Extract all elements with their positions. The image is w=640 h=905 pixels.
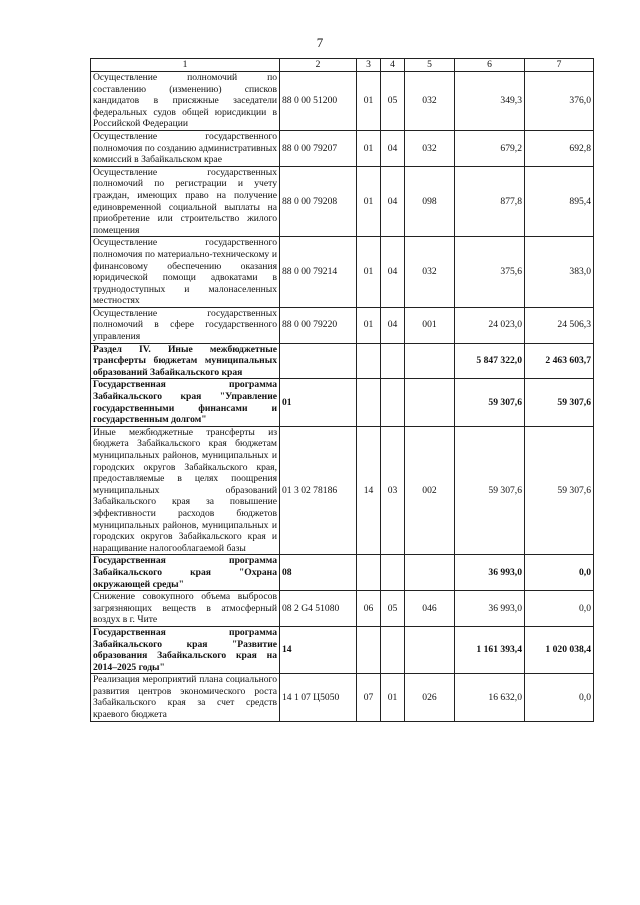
row-amount-1: 349,3 [455,72,525,131]
row-amount-1: 375,6 [455,237,525,308]
col-header-5: 5 [405,59,455,72]
row-target-code: 14 1 07 Ц5050 [280,674,357,721]
row-section: 01 [357,72,381,131]
row-description: Реализация мероприятий плана социального развития центров экономического роста Забайкальского края за счет средств краевого бюджета [91,674,280,721]
row-section: 07 [357,674,381,721]
row-subsection: 03 [381,426,405,555]
row-expense-type: 026 [405,674,455,721]
table-row [91,72,594,131]
col-header-4: 4 [381,59,405,72]
row-section [357,343,381,379]
row-target-code: 88 0 00 79207 [280,130,357,166]
row-description: Осуществление государственного полномочия по материально-техническому и финансовому обеспечению оказания юридической помощи адвокатами в труднодоступных и малонаселенных местностях [91,237,280,308]
row-expense-type [405,343,455,379]
row-section [357,555,381,591]
row-description: Снижение совокупного объема выбросов загрязняющих веществ в атмосферный воздух в г. Чите [91,591,280,627]
row-amount-1: 36 993,0 [455,555,525,591]
row-amount-2: 24 506,3 [525,307,594,343]
table-row [91,674,594,721]
row-description: Осуществление государственных полномочий в сфере государственного управления [91,307,280,343]
row-target-code: 88 0 00 79214 [280,237,357,308]
row-description: Осуществление полномочий по составлению (изменению) списков кандидатов в присяжные заседатели федеральных судов общей юрисдикции в Российской Федерации [91,72,280,131]
table-row [91,343,594,379]
row-section: 01 [357,130,381,166]
row-target-code [280,343,357,379]
table-row [91,555,594,591]
row-amount-2: 1 020 038,4 [525,626,594,673]
row-amount-1: 679,2 [455,130,525,166]
row-description: Осуществление государственного полномочия по созданию административных комиссий в Забайкальском крае [91,130,280,166]
row-amount-2: 59 307,6 [525,426,594,555]
row-expense-type: 098 [405,166,455,237]
row-expense-type: 046 [405,591,455,627]
row-amount-1: 24 023,0 [455,307,525,343]
table-row [91,591,594,627]
row-expense-type [405,555,455,591]
row-section: 06 [357,591,381,627]
row-expense-type: 001 [405,307,455,343]
row-amount-1: 59 307,6 [455,379,525,426]
row-section [357,379,381,426]
row-section: 01 [357,166,381,237]
row-section: 01 [357,237,381,308]
row-target-code: 14 [280,626,357,673]
row-target-code: 08 2 G4 51080 [280,591,357,627]
row-expense-type [405,379,455,426]
header-row [91,59,594,72]
row-section: 14 [357,426,381,555]
row-amount-2: 2 463 603,7 [525,343,594,379]
table-row [91,237,594,308]
row-amount-2: 383,0 [525,237,594,308]
row-description: Государственная программа Забайкальского края "Развитие образования Забайкальского края на 2014–2025 годы" [91,626,280,673]
table-row [91,307,594,343]
row-target-code: 88 0 00 79220 [280,307,357,343]
row-expense-type: 032 [405,72,455,131]
row-target-code: 88 0 00 79208 [280,166,357,237]
col-header-6: 6 [455,59,525,72]
row-subsection: 04 [381,237,405,308]
table-row [91,166,594,237]
table-row [91,379,594,426]
row-amount-2: 0,0 [525,674,594,721]
row-section: 01 [357,307,381,343]
row-subsection: 05 [381,72,405,131]
row-description: Осуществление государственных полномочий по регистрации и учету граждан, имеющих право на получение единовременной социальной выплаты на приобретение или строительство жилого помещения [91,166,280,237]
row-amount-1: 1 161 393,4 [455,626,525,673]
col-header-3: 3 [357,59,381,72]
row-amount-2: 0,0 [525,555,594,591]
row-expense-type: 032 [405,130,455,166]
row-expense-type: 002 [405,426,455,555]
row-section [357,626,381,673]
row-amount-2: 376,0 [525,72,594,131]
row-expense-type [405,626,455,673]
row-subsection: 04 [381,307,405,343]
row-amount-1: 877,8 [455,166,525,237]
row-target-code: 01 3 02 78186 [280,426,357,555]
row-amount-1: 5 847 322,0 [455,343,525,379]
row-target-code: 88 0 00 51200 [280,72,357,131]
table-row [91,426,594,555]
row-subsection: 04 [381,130,405,166]
page-number: 7 [316,35,324,50]
row-amount-2: 59 307,6 [525,379,594,426]
col-header-2: 2 [280,59,357,72]
row-amount-2: 692,8 [525,130,594,166]
table-row [91,626,594,673]
row-target-code: 08 [280,555,357,591]
budget-table [90,58,594,722]
row-description: Иные межбюджетные трансферты из бюджета Забайкальского края бюджетам муниципальных районов, муниципальных и городских округов Забайкальского края, предоставляемые в целях поощрения муниципальных образований Забайкальского края за повышение эффективности расходов бюджетов муниципальных районов, муниципальных и городских округов Забайкальского края и наращивание налогооблагаемой базы [91,426,280,555]
row-subsection: 05 [381,591,405,627]
row-subsection [381,555,405,591]
row-description: Государственная программа Забайкальского края "Охрана окружающей среды" [91,555,280,591]
row-amount-2: 0,0 [525,591,594,627]
row-expense-type: 032 [405,237,455,308]
row-amount-1: 36 993,0 [455,591,525,627]
row-subsection: 04 [381,166,405,237]
row-subsection: 01 [381,674,405,721]
row-description: Раздел IV. Иные межбюджетные трансферты бюджетам муниципальных образований Забайкальского края [91,343,280,379]
row-description: Государственная программа Забайкальского края "Управление государственными финансами и государственным долгом" [91,379,280,426]
row-amount-1: 59 307,6 [455,426,525,555]
row-subsection [381,626,405,673]
col-header-7: 7 [525,59,594,72]
row-subsection [381,379,405,426]
row-amount-2: 895,4 [525,166,594,237]
row-amount-1: 16 632,0 [455,674,525,721]
row-target-code: 01 [280,379,357,426]
col-header-1: 1 [91,59,280,72]
row-subsection [381,343,405,379]
table-row [91,130,594,166]
